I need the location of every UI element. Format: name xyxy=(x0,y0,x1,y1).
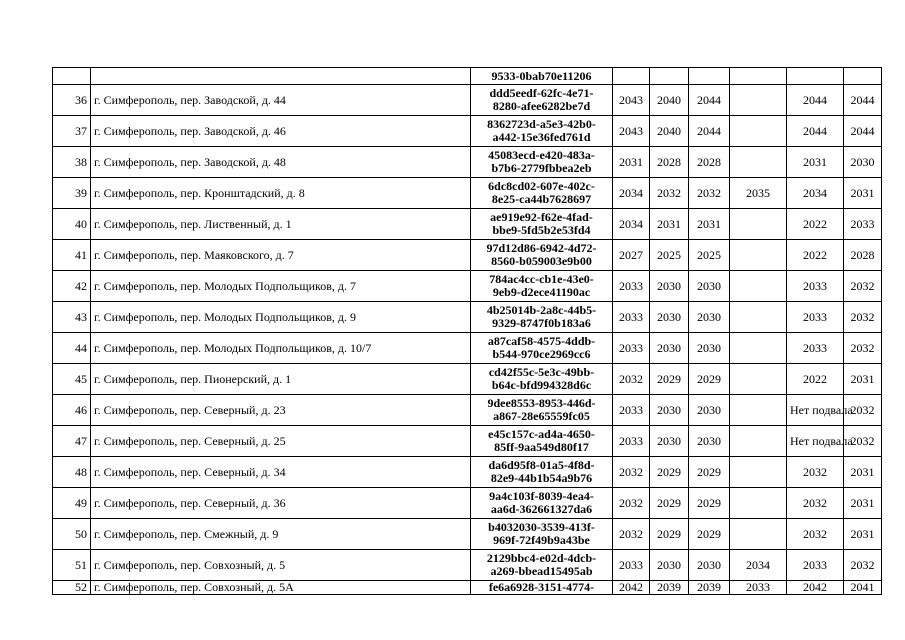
row-number-cell: 46 xyxy=(53,395,91,426)
address-cell: г. Симферополь, пер. Северный, д. 25 xyxy=(91,426,471,457)
house-guid-line-1: 4b25014b-2a8c-44b5- xyxy=(486,303,597,317)
table-row-continuation xyxy=(53,68,882,85)
year-col-1-cell: 2033 xyxy=(613,426,650,457)
year-col-3-cell: 2039 xyxy=(689,581,730,595)
year-col-1-cell: 2033 xyxy=(613,271,650,302)
year-col-1-cell: 2034 xyxy=(613,178,650,209)
address-cell: г. Симферополь, пер. Совхозный, д. 5А xyxy=(91,581,471,595)
year-col-5-cell xyxy=(787,68,844,85)
year-col-3-cell: 2030 xyxy=(689,395,730,426)
year-col-5-cell: 2032 xyxy=(787,519,844,550)
year-col-3-cell: 2029 xyxy=(689,364,730,395)
table-row xyxy=(53,395,882,426)
year-col-2-cell: 2030 xyxy=(650,333,689,364)
house-guid-cell xyxy=(471,240,613,271)
house-guid-cell xyxy=(471,395,613,426)
year-col-2-cell: 2039 xyxy=(650,581,689,595)
house-guid-line-2: 9329-8747f0b183a6 xyxy=(492,316,591,330)
year-col-5-cell: 2034 xyxy=(787,178,844,209)
year-col-3-cell: 2029 xyxy=(689,457,730,488)
row-number-cell xyxy=(53,68,91,85)
house-guid-line-2: 85ff-9aa549d80f17 xyxy=(494,440,589,454)
house-guid-line-1: ae919e92-f62e-4fad- xyxy=(490,210,593,224)
year-col-5-cell: 2033 xyxy=(787,550,844,581)
year-col-2-cell: 2029 xyxy=(650,457,689,488)
year-col-6-cell: 2044 xyxy=(844,116,882,147)
year-col-2-cell: 2030 xyxy=(650,426,689,457)
year-col-6-cell: 2031 xyxy=(844,488,882,519)
house-guid-line-1: 2129bbc4-e02d-4dcb- xyxy=(486,551,597,565)
house-guid-line-2: b7b6-2779fbbea2eb xyxy=(491,161,592,175)
year-col-3-cell: 2030 xyxy=(689,333,730,364)
year-col-5-cell: 2033 xyxy=(787,333,844,364)
year-col-3-cell: 2030 xyxy=(689,550,730,581)
house-guid-cell xyxy=(471,209,613,240)
year-col-1-cell: 2034 xyxy=(613,209,650,240)
year-col-6-cell: 2031 xyxy=(844,364,882,395)
table-row xyxy=(53,333,882,364)
house-guid-line-1: e45c157c-ad4a-4650- xyxy=(488,427,595,441)
address-cell: г. Симферополь, пер. Маяковского, д. 7 xyxy=(91,240,471,271)
year-col-2-cell xyxy=(650,68,689,85)
year-col-4-cell xyxy=(730,68,787,85)
year-col-4-cell xyxy=(730,85,787,116)
year-col-2-cell: 2029 xyxy=(650,519,689,550)
address-cell: г. Симферополь, пер. Заводской, д. 48 xyxy=(91,147,471,178)
year-col-2-cell: 2031 xyxy=(650,209,689,240)
house-guid-line-2: b544-970ce2969cc6 xyxy=(492,347,591,361)
address-cell: г. Симферополь, пер. Кронштадский, д. 8 xyxy=(91,178,471,209)
house-guid-line-2: 8560-b059003e9b00 xyxy=(491,254,592,268)
year-col-2-cell: 2030 xyxy=(650,550,689,581)
house-guid-cell xyxy=(471,550,613,581)
year-col-5-cell: 2032 xyxy=(787,488,844,519)
year-col-5-cell: 2032 xyxy=(787,457,844,488)
year-col-2-cell: 2025 xyxy=(650,240,689,271)
table-row-cutoff xyxy=(53,581,882,595)
year-col-4-cell xyxy=(730,333,787,364)
year-col-3-cell: 2029 xyxy=(689,488,730,519)
address-cell xyxy=(91,68,471,85)
year-col-1-cell xyxy=(613,68,650,85)
house-guid-cell xyxy=(471,116,613,147)
year-col-3-cell: 2028 xyxy=(689,147,730,178)
table-row xyxy=(53,147,882,178)
row-number-cell: 48 xyxy=(53,457,91,488)
year-col-5-cell: 2022 xyxy=(787,209,844,240)
row-number-cell: 37 xyxy=(53,116,91,147)
year-col-1-cell: 2042 xyxy=(613,581,650,595)
row-number-cell: 50 xyxy=(53,519,91,550)
row-number-cell: 41 xyxy=(53,240,91,271)
year-col-1-cell: 2032 xyxy=(613,488,650,519)
table-row xyxy=(53,85,882,116)
house-guid-line-2: 969f-72f49b9a43be xyxy=(493,533,590,547)
year-col-6-cell: 2032 xyxy=(844,271,882,302)
year-col-2-cell: 2040 xyxy=(650,116,689,147)
row-number-cell: 44 xyxy=(53,333,91,364)
house-guid-line-1: cd42f55c-5e3c-49bb- xyxy=(488,365,595,379)
year-col-4-cell xyxy=(730,364,787,395)
year-col-3-cell: 2044 xyxy=(689,116,730,147)
house-guid-cell xyxy=(471,302,613,333)
house-guid-line-1: 784ac4cc-cb1e-43e0- xyxy=(489,272,594,286)
address-cell: г. Симферополь, пер. Северный, д. 23 xyxy=(91,395,471,426)
year-col-2-cell: 2040 xyxy=(650,85,689,116)
table-row xyxy=(53,550,882,581)
year-col-4-cell xyxy=(730,147,787,178)
house-guid-cell xyxy=(471,85,613,116)
address-cell: г. Симферополь, пер. Молодых Подпольщиков, д. 9 xyxy=(91,302,471,333)
house-guid-line-2: a867-28e65559fc05 xyxy=(493,409,590,423)
row-number-cell: 36 xyxy=(53,85,91,116)
table-row xyxy=(53,302,882,333)
year-col-1-cell: 2033 xyxy=(613,395,650,426)
house-guid-line-1: 8362723d-a5e3-42b0- xyxy=(487,117,596,131)
house-guid-cell xyxy=(471,488,613,519)
house-guid-cell xyxy=(471,333,613,364)
year-col-6-cell: 2041 xyxy=(844,581,882,595)
house-guid-line-2: bbe9-5fd5b2e53fd4 xyxy=(492,223,591,237)
table-row xyxy=(53,488,882,519)
row-number-cell: 40 xyxy=(53,209,91,240)
address-cell: г. Симферополь, пер. Совхозный, д. 5 xyxy=(91,550,471,581)
house-guid-line-1: 9533-0bab70e11206 xyxy=(491,68,592,83)
building-registry-table xyxy=(52,67,882,595)
house-guid-cell xyxy=(471,364,613,395)
table-row xyxy=(53,426,882,457)
house-guid-line-2: a442-15e36fed761d xyxy=(492,130,591,144)
year-col-3-cell: 2031 xyxy=(689,209,730,240)
house-guid-cell xyxy=(471,581,613,595)
year-col-5-cell: 2042 xyxy=(787,581,844,595)
house-guid-line-2: 8280-afee6282be7d xyxy=(492,99,591,113)
year-col-4-cell xyxy=(730,209,787,240)
year-col-1-cell: 2033 xyxy=(613,333,650,364)
year-col-1-cell: 2033 xyxy=(613,302,650,333)
house-guid-line-2: a269-bbead15495ab xyxy=(490,564,593,578)
year-col-2-cell: 2030 xyxy=(650,302,689,333)
table-row xyxy=(53,364,882,395)
year-col-3-cell: 2029 xyxy=(689,519,730,550)
year-col-2-cell: 2030 xyxy=(650,395,689,426)
year-col-6-cell: 2032 xyxy=(844,395,882,426)
house-guid-cell xyxy=(471,147,613,178)
address-cell: г. Симферополь, пер. Молодых Подпольщиков, д. 10/7 xyxy=(91,333,471,364)
year-col-6-cell: 2031 xyxy=(844,457,882,488)
year-col-6-cell xyxy=(844,68,882,85)
year-col-5-cell: 2044 xyxy=(787,116,844,147)
house-guid-cell xyxy=(471,519,613,550)
row-number-cell: 43 xyxy=(53,302,91,333)
house-guid-line-1: da6d95f8-01a5-4f8d- xyxy=(488,458,595,472)
row-number-cell: 39 xyxy=(53,178,91,209)
year-col-2-cell: 2032 xyxy=(650,178,689,209)
year-col-4-cell: 2033 xyxy=(730,581,787,595)
year-col-6-cell: 2028 xyxy=(844,240,882,271)
year-col-5-cell: 2022 xyxy=(787,240,844,271)
year-col-4-cell xyxy=(730,488,787,519)
year-col-5-cell: 2033 xyxy=(787,271,844,302)
year-col-4-cell xyxy=(730,426,787,457)
address-cell: г. Симферополь, пер. Северный, д. 36 xyxy=(91,488,471,519)
house-guid-line-2: b64c-bfd994328d6c xyxy=(491,378,592,392)
table-row xyxy=(53,240,882,271)
year-col-3-cell: 2025 xyxy=(689,240,730,271)
house-guid-line-2: aa6d-362661327da6 xyxy=(490,502,593,516)
house-guid-line-1: 9a4c103f-8039-4ea4- xyxy=(489,489,594,503)
registry-table-body xyxy=(53,68,882,595)
year-col-4-cell xyxy=(730,116,787,147)
house-guid-line-2: 82e9-44b1b54a9b76 xyxy=(490,471,593,485)
row-number-cell: 52 xyxy=(53,581,91,595)
row-number-cell: 45 xyxy=(53,364,91,395)
address-cell: г. Симферополь, пер. Молодых Подпольщиков, д. 7 xyxy=(91,271,471,302)
row-number-cell: 47 xyxy=(53,426,91,457)
year-col-1-cell: 2027 xyxy=(613,240,650,271)
year-col-5-cell: 2022 xyxy=(787,364,844,395)
year-col-4-cell: 2035 xyxy=(730,178,787,209)
row-number-cell: 42 xyxy=(53,271,91,302)
year-col-5-cell: 2033 xyxy=(787,302,844,333)
house-guid-cell xyxy=(471,271,613,302)
year-col-5-cell: Нет подвала xyxy=(787,395,844,426)
address-cell: г. Симферополь, пер. Заводской, д. 46 xyxy=(91,116,471,147)
house-guid-cell xyxy=(471,426,613,457)
house-guid-line-1: 45083ecd-e420-483a- xyxy=(488,148,595,162)
table-row xyxy=(53,209,882,240)
year-col-5-cell: 2044 xyxy=(787,85,844,116)
house-guid-line-1: b4032030-3539-413f- xyxy=(488,520,595,534)
year-col-1-cell: 2033 xyxy=(613,550,650,581)
row-number-cell: 51 xyxy=(53,550,91,581)
house-guid-line-1: 97d12d86-6942-4d72- xyxy=(486,241,597,255)
house-guid-cell xyxy=(471,178,613,209)
year-col-4-cell xyxy=(730,302,787,333)
year-col-2-cell: 2029 xyxy=(650,488,689,519)
row-number-cell: 38 xyxy=(53,147,91,178)
year-col-3-cell: 2030 xyxy=(689,302,730,333)
year-col-4-cell xyxy=(730,240,787,271)
table-row xyxy=(53,178,882,209)
year-col-3-cell: 2044 xyxy=(689,85,730,116)
address-cell: г. Симферополь, пер. Северный, д. 34 xyxy=(91,457,471,488)
year-col-3-cell: 2030 xyxy=(689,426,730,457)
address-cell: г. Симферополь, пер. Лиственный, д. 1 xyxy=(91,209,471,240)
house-guid-line-1: 6dc8cd02-607e-402c- xyxy=(488,179,595,193)
year-col-1-cell: 2032 xyxy=(613,364,650,395)
year-col-2-cell: 2028 xyxy=(650,147,689,178)
year-col-4-cell xyxy=(730,457,787,488)
house-guid-line-1: ddd5eedf-62fc-4e71- xyxy=(489,86,594,100)
address-cell: г. Симферополь, пер. Заводской, д. 44 xyxy=(91,85,471,116)
house-guid-cell xyxy=(471,68,613,85)
table-row xyxy=(53,116,882,147)
year-col-3-cell: 2030 xyxy=(689,271,730,302)
year-col-1-cell: 2032 xyxy=(613,519,650,550)
year-col-6-cell: 2032 xyxy=(844,426,882,457)
house-guid-line-2: 9eb9-d2ece41190ac xyxy=(492,285,591,299)
house-guid-line-1: 9dee8553-8953-446d- xyxy=(487,396,596,410)
year-col-6-cell: 2044 xyxy=(844,85,882,116)
house-guid-line-2: 8e25-ca44b7628697 xyxy=(491,192,592,206)
year-col-6-cell: 2032 xyxy=(844,550,882,581)
year-col-4-cell: 2034 xyxy=(730,550,787,581)
year-col-1-cell: 2031 xyxy=(613,147,650,178)
row-number-cell: 49 xyxy=(53,488,91,519)
year-col-6-cell: 2030 xyxy=(844,147,882,178)
year-col-2-cell: 2030 xyxy=(650,271,689,302)
year-col-6-cell: 2031 xyxy=(844,519,882,550)
address-cell: г. Симферополь, пер. Смежный, д. 9 xyxy=(91,519,471,550)
year-col-6-cell: 2032 xyxy=(844,333,882,364)
year-col-6-cell: 2033 xyxy=(844,209,882,240)
table-row xyxy=(53,457,882,488)
table-row xyxy=(53,271,882,302)
house-guid-line-1: a87caf58-4575-4ddb- xyxy=(487,334,596,348)
year-col-2-cell: 2029 xyxy=(650,364,689,395)
year-col-6-cell: 2032 xyxy=(844,302,882,333)
year-col-3-cell: 2032 xyxy=(689,178,730,209)
year-col-5-cell: 2031 xyxy=(787,147,844,178)
year-col-6-cell: 2031 xyxy=(844,178,882,209)
year-col-5-cell: Нет подвала xyxy=(787,426,844,457)
house-guid-line-1: fe6a6928-3151-4774- xyxy=(488,580,595,594)
year-col-1-cell: 2043 xyxy=(613,85,650,116)
year-col-3-cell xyxy=(689,68,730,85)
table-row xyxy=(53,519,882,550)
year-col-4-cell xyxy=(730,271,787,302)
year-col-4-cell xyxy=(730,395,787,426)
year-col-1-cell: 2043 xyxy=(613,116,650,147)
address-cell: г. Симферополь, пер. Пионерский, д. 1 xyxy=(91,364,471,395)
house-guid-cell xyxy=(471,457,613,488)
year-col-1-cell: 2032 xyxy=(613,457,650,488)
year-col-4-cell xyxy=(730,519,787,550)
